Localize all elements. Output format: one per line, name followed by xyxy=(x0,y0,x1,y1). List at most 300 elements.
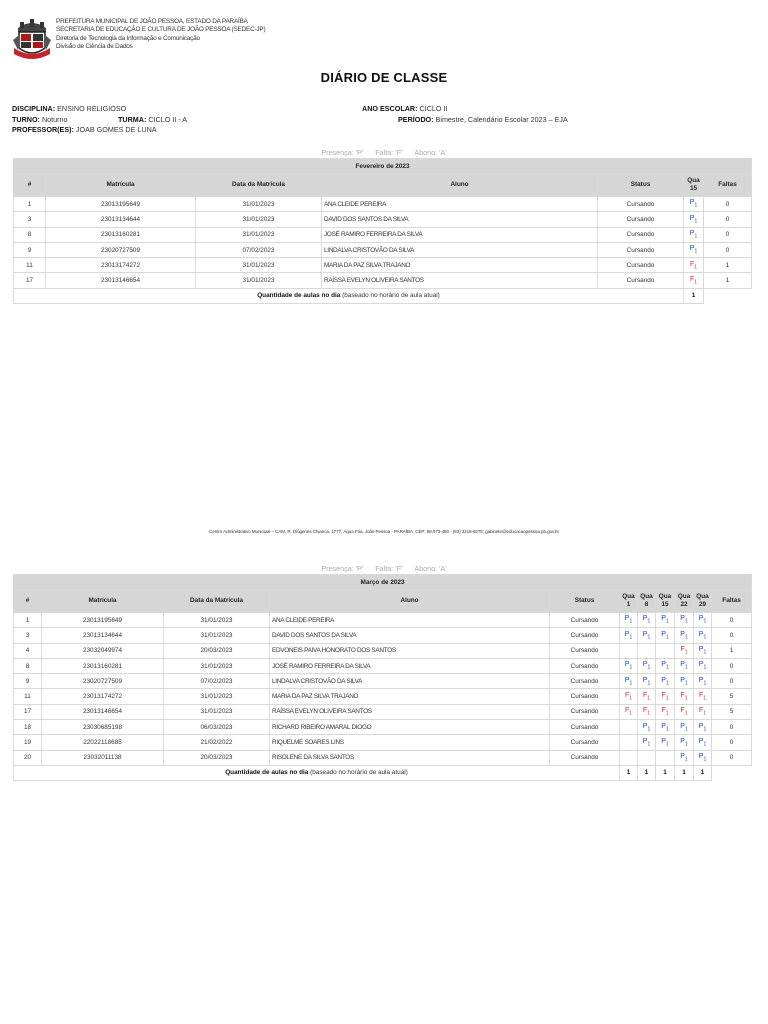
row-aluno: RISOLENE DA SILVA SANTOS xyxy=(270,750,550,765)
legend-feb xyxy=(0,148,768,157)
row-data-matricula: 07/02/2023 xyxy=(164,674,270,689)
header-line-divisao: Divisão de Ciência de Dados xyxy=(56,43,133,51)
row-faltas: 0 xyxy=(712,658,752,673)
mark-count: 1 xyxy=(665,710,669,717)
presenca-mark xyxy=(680,676,688,687)
mark-count: 1 xyxy=(684,695,688,702)
row-matricula: 23013134644 xyxy=(42,628,164,643)
table-row xyxy=(14,750,752,765)
row-matricula: 23013160281 xyxy=(46,227,196,242)
mark-count: 1 xyxy=(694,264,698,271)
col-header-day xyxy=(638,590,656,613)
attendance-cell xyxy=(675,750,694,765)
table-row xyxy=(14,197,752,212)
row-aluno: MARIA DA PAZ SILVA TRAJANO xyxy=(270,689,550,704)
attendance-cell xyxy=(638,750,656,765)
mark-count: 1 xyxy=(703,695,707,702)
row-status: Cursando xyxy=(550,628,620,643)
row-status: Cursando xyxy=(598,258,684,273)
table-row xyxy=(14,643,752,658)
legend-presenca: Presença: 'P' xyxy=(321,564,364,573)
totals-label xyxy=(14,765,620,780)
day-of-week: Qua xyxy=(622,593,635,600)
table-row xyxy=(14,258,752,273)
row-aluno: RAÍSSA EVELYN OLIVEIRA SANTOS xyxy=(270,704,550,719)
row-status: Cursando xyxy=(550,689,620,704)
row-number: 3 xyxy=(14,212,46,227)
day-of-week: Qua xyxy=(687,177,700,184)
presenca-mark xyxy=(698,630,707,641)
attendance-cell xyxy=(694,704,712,719)
row-status: Cursando xyxy=(598,227,684,242)
row-matricula: 22022118685 xyxy=(42,735,164,750)
attendance-cell xyxy=(620,704,638,719)
table-row xyxy=(14,628,752,643)
mark-letter: P xyxy=(689,230,695,238)
row-faltas: 0 xyxy=(712,613,752,628)
row-matricula: 23013195649 xyxy=(42,613,164,628)
attendance-cell xyxy=(694,674,712,689)
presenca-mark xyxy=(698,737,707,748)
presenca-mark xyxy=(680,723,687,730)
presenca-mark xyxy=(699,723,706,730)
presenca-mark xyxy=(689,214,698,225)
totals-blank xyxy=(712,765,752,780)
mark-letter: P xyxy=(698,722,704,730)
attendance-cell xyxy=(675,658,694,673)
row-data-matricula: 31/01/2023 xyxy=(196,212,322,227)
presenca-mark xyxy=(642,737,651,748)
row-number: 17 xyxy=(14,273,46,288)
mark-count: 1 xyxy=(629,664,633,671)
table-row xyxy=(14,227,752,242)
attendance-cell xyxy=(656,689,675,704)
row-status: Cursando xyxy=(550,704,620,719)
legend-mar xyxy=(0,564,768,573)
row-status: Cursando xyxy=(598,212,684,227)
row-faltas: 0 xyxy=(704,197,752,212)
col-header-number: # xyxy=(14,590,42,613)
attendance-cell xyxy=(638,628,656,643)
attendance-cell xyxy=(638,704,656,719)
mark-count: 1 xyxy=(703,710,707,717)
presenca-mark xyxy=(661,737,669,748)
attendance-cell xyxy=(638,735,656,750)
mark-letter: P xyxy=(661,676,666,684)
mark-letter: F xyxy=(624,691,630,699)
col-header-day xyxy=(656,590,675,613)
meta-turma xyxy=(118,115,187,124)
row-number: 8 xyxy=(14,658,42,673)
totals-label-bold: Quantidade de aulas no dia xyxy=(225,769,309,777)
presenca-mark xyxy=(680,630,688,641)
attendance-cell xyxy=(656,643,675,658)
mark-count: 1 xyxy=(703,741,707,748)
coat-of-arms-logo xyxy=(12,18,52,62)
row-data-matricula: 20/03/2023 xyxy=(164,750,270,765)
month-header-row xyxy=(14,575,752,590)
presenca-mark xyxy=(680,615,688,625)
attendance-cell xyxy=(656,658,675,673)
presenca-mark xyxy=(661,676,669,687)
attendance-cell xyxy=(694,750,712,765)
mark-count: 1 xyxy=(684,680,688,687)
row-number: 18 xyxy=(14,720,42,735)
attendance-cell xyxy=(638,689,656,704)
mark-count: 1 xyxy=(684,634,688,641)
row-status: Cursando xyxy=(598,273,684,288)
falta-mark xyxy=(642,691,651,702)
mark-letter: P xyxy=(642,722,648,730)
mark-count: 1 xyxy=(694,279,698,286)
disciplina-label: DISCIPLINA: xyxy=(12,104,56,113)
row-aluno: EDVONEIS PAIVA HONORATO DOS SANTOS xyxy=(270,643,550,658)
row-data-matricula: 31/01/2023 xyxy=(196,227,322,242)
mark-letter: P xyxy=(661,737,666,745)
row-aluno: LINDALVA CRISTOVÃO DA SILVA xyxy=(322,242,598,257)
row-data-matricula: 07/02/2023 xyxy=(196,242,322,257)
row-aluno: ANA CLEIDE PEREIRA xyxy=(270,613,550,628)
mark-letter: F xyxy=(698,707,704,715)
document-header xyxy=(12,16,752,62)
attendance-cell xyxy=(656,750,675,765)
mark-count: 1 xyxy=(665,634,669,641)
table-row xyxy=(14,273,752,288)
attendance-cell xyxy=(694,720,712,735)
day-of-week: Qua xyxy=(677,593,691,600)
attendance-cell xyxy=(684,227,704,242)
row-number: 11 xyxy=(14,689,42,704)
table-row xyxy=(14,658,752,673)
mark-letter: P xyxy=(698,661,704,669)
col-header-day xyxy=(620,590,638,613)
attendance-cell xyxy=(684,242,704,257)
row-matricula: 23013195649 xyxy=(46,197,196,212)
mark-letter: P xyxy=(698,737,704,745)
totals-count: 1 xyxy=(638,765,656,780)
falta-mark xyxy=(689,260,698,271)
row-data-matricula: 31/01/2023 xyxy=(164,613,270,628)
row-faltas: 0 xyxy=(712,735,752,750)
mark-count: 1 xyxy=(665,618,669,625)
row-data-matricula: 31/01/2023 xyxy=(196,273,322,288)
attendance-cell xyxy=(620,750,638,765)
row-status: Cursando xyxy=(550,735,620,750)
mark-letter: P xyxy=(680,615,685,623)
column-header-row xyxy=(14,590,752,613)
row-data-matricula: 31/01/2023 xyxy=(196,197,322,212)
mark-letter: P xyxy=(698,646,704,654)
attendance-cell xyxy=(675,720,694,735)
presenca-mark xyxy=(624,661,633,671)
header-line-prefeitura: PREFEITURA MUNICIPAL DE JOÃO PESSOA, ESTADO DA PARAÍBA xyxy=(56,18,248,25)
presenca-mark xyxy=(661,615,669,625)
legend-falta: Falta: 'F' xyxy=(375,148,403,157)
presenca-mark xyxy=(624,630,633,641)
mark-letter: F xyxy=(698,691,704,699)
row-matricula: 23013146654 xyxy=(46,273,196,288)
attendance-cell xyxy=(620,658,638,673)
presenca-mark xyxy=(680,737,688,748)
month-name: Março de 2023 xyxy=(14,575,752,590)
mark-count: 1 xyxy=(684,710,688,717)
meta-professor xyxy=(12,125,157,134)
totals-label-rest: (baseado no horário de aula atual) xyxy=(340,292,440,300)
row-matricula: 23020727509 xyxy=(46,242,196,257)
meta-periodo xyxy=(398,115,568,124)
mark-letter: P xyxy=(698,753,704,761)
attendance-cell xyxy=(694,628,712,643)
attendance-cell xyxy=(656,720,675,735)
presenca-mark xyxy=(680,753,688,763)
mark-count: 1 xyxy=(703,725,707,732)
mark-letter: F xyxy=(642,707,648,715)
mark-letter: F xyxy=(689,275,695,283)
meta-turno xyxy=(12,115,68,124)
attendance-cell xyxy=(694,658,712,673)
presenca-mark xyxy=(698,615,707,625)
row-data-matricula: 31/01/2023 xyxy=(164,658,270,673)
mark-count: 1 xyxy=(703,664,707,671)
ano-value: CICLO II xyxy=(419,104,448,113)
row-number: 1 xyxy=(14,613,42,628)
column-header-row xyxy=(14,174,752,197)
presenca-mark xyxy=(680,661,688,671)
falta-mark xyxy=(689,275,698,286)
header-line-diretoria: Diretoria de Tecnologia da Informação e Comunicação xyxy=(56,34,200,42)
row-data-matricula: 31/01/2023 xyxy=(164,704,270,719)
totals-count: 1 xyxy=(694,765,712,780)
mark-letter: F xyxy=(680,646,685,654)
row-matricula: 23032049974 xyxy=(42,643,164,658)
presenca-mark xyxy=(642,630,651,641)
col-header-aluno: Aluno xyxy=(270,590,550,613)
row-aluno: JOSÉ RAMIRO FERREIRA DA SILVA xyxy=(270,658,550,673)
row-status: Cursando xyxy=(598,242,684,257)
row-status: Cursando xyxy=(598,197,684,212)
attendance-cell xyxy=(656,628,675,643)
totals-row xyxy=(14,765,752,780)
periodo-value: Bimestre, Calendário Escolar 2023 – EJA xyxy=(435,115,568,124)
mark-letter: P xyxy=(642,737,648,745)
table-row xyxy=(14,704,752,719)
presenca-mark xyxy=(698,676,707,687)
mark-count: 1 xyxy=(629,680,633,687)
day-number: 29 xyxy=(698,601,707,608)
col-header-faltas: Faltas xyxy=(704,174,752,197)
mark-count: 1 xyxy=(647,680,651,687)
mark-letter: P xyxy=(624,661,630,669)
mark-count: 1 xyxy=(665,725,669,732)
col-header-aluno: Aluno xyxy=(322,174,598,197)
mark-count: 1 xyxy=(647,618,651,625)
attendance-cell xyxy=(620,735,638,750)
row-aluno: MARIA DA PAZ SILVA TRAJANO xyxy=(322,258,598,273)
mark-count: 1 xyxy=(703,649,707,656)
presenca-mark xyxy=(689,230,698,240)
row-data-matricula: 31/01/2023 xyxy=(196,258,322,273)
col-header-matricula: Matrícula xyxy=(42,590,164,613)
mark-letter: P xyxy=(698,676,704,684)
attendance-cell xyxy=(684,212,704,227)
table-row xyxy=(14,735,752,750)
mark-count: 1 xyxy=(665,664,669,671)
presenca-mark xyxy=(642,676,651,687)
mark-count: 1 xyxy=(703,680,707,687)
totals-count: 1 xyxy=(620,765,638,780)
row-aluno: JOSÉ RAMIRO FERREIRA DA SILVA xyxy=(322,227,598,242)
row-faltas: 1 xyxy=(704,258,752,273)
mark-letter: P xyxy=(661,722,666,730)
attendance-cell xyxy=(638,674,656,689)
row-status: Cursando xyxy=(550,613,620,628)
mark-letter: P xyxy=(624,676,630,684)
periodo-label: PERÍODO: xyxy=(398,115,434,124)
day-of-week: Qua xyxy=(640,593,653,600)
attendance-cell xyxy=(656,613,675,628)
mark-count: 1 xyxy=(647,741,651,748)
row-number: 9 xyxy=(14,674,42,689)
attendance-cell xyxy=(620,674,638,689)
mark-count: 1 xyxy=(647,710,651,717)
row-faltas: 1 xyxy=(712,643,752,658)
col-header-status: Status xyxy=(550,590,620,613)
attendance-cell xyxy=(675,674,694,689)
mark-count: 1 xyxy=(647,664,651,671)
mark-count: 1 xyxy=(684,725,688,732)
attendance-cell xyxy=(656,704,675,719)
mark-count: 1 xyxy=(647,695,651,702)
attendance-cell xyxy=(638,643,656,658)
mark-count: 1 xyxy=(694,218,698,225)
row-number: 8 xyxy=(14,227,46,242)
presenca-mark xyxy=(643,723,650,730)
row-data-matricula: 06/03/2023 xyxy=(164,720,270,735)
attendance-cell xyxy=(620,613,638,628)
mark-count: 1 xyxy=(694,248,698,255)
mark-count: 1 xyxy=(629,710,633,717)
day-number: 15 xyxy=(661,601,669,608)
row-aluno: DAVID DOS SANTOS DA SILVA xyxy=(322,212,598,227)
mark-count: 1 xyxy=(684,756,688,763)
mark-count: 1 xyxy=(684,649,688,656)
totals-label xyxy=(14,288,684,303)
row-number: 19 xyxy=(14,735,42,750)
legend-abono: Abono: 'A' xyxy=(414,564,447,573)
totals-label-bold: Quantidade de aulas no dia xyxy=(257,292,341,300)
meta-disciplina xyxy=(12,104,126,113)
attendance-cell xyxy=(675,689,694,704)
month-name: Fevereiro de 2023 xyxy=(14,159,752,174)
mark-letter: P xyxy=(624,615,630,623)
presenca-mark xyxy=(642,661,651,671)
presenca-mark xyxy=(661,661,669,671)
presenca-mark xyxy=(689,199,698,209)
row-matricula: 23013174272 xyxy=(46,258,196,273)
totals-label-rest: (baseado no horário de aula atual) xyxy=(308,769,408,777)
mark-letter: F xyxy=(661,707,666,715)
col-header-day xyxy=(675,590,694,613)
row-status: Cursando xyxy=(550,643,620,658)
attendance-cell xyxy=(675,704,694,719)
table-row xyxy=(14,212,752,227)
attendance-cell xyxy=(620,628,638,643)
mark-count: 1 xyxy=(665,695,669,702)
turma-label: TURMA: xyxy=(118,115,147,124)
row-matricula: 23013174272 xyxy=(42,689,164,704)
mark-letter: F xyxy=(689,260,695,268)
falta-mark xyxy=(698,691,707,702)
mark-count: 1 xyxy=(629,695,633,702)
row-number: 17 xyxy=(14,704,42,719)
mark-letter: P xyxy=(661,615,666,623)
totals-count: 1 xyxy=(656,765,675,780)
mark-count: 1 xyxy=(647,725,651,732)
col-header-matricula: Matrícula xyxy=(46,174,196,197)
attendance-cell xyxy=(684,258,704,273)
attendance-cell xyxy=(638,720,656,735)
row-number: 1 xyxy=(14,197,46,212)
attendance-table-february xyxy=(13,158,752,304)
attendance-cell xyxy=(620,720,638,735)
falta-mark xyxy=(624,691,633,702)
row-status: Cursando xyxy=(550,720,620,735)
mark-count: 1 xyxy=(694,202,698,209)
mark-letter: P xyxy=(680,630,685,638)
day-number: 8 xyxy=(644,601,649,608)
falta-mark xyxy=(680,691,688,702)
presenca-mark xyxy=(661,630,669,641)
attendance-table-march xyxy=(13,574,752,781)
header-text xyxy=(56,18,265,52)
presenca-mark xyxy=(624,676,633,687)
mark-letter: F xyxy=(680,691,685,699)
falta-mark xyxy=(680,707,688,717)
attendance-cell xyxy=(684,273,704,288)
day-of-week: Qua xyxy=(658,593,672,600)
row-data-matricula: 21/02/2022 xyxy=(164,735,270,750)
disciplina-value: ENSINO RELIGIOSO xyxy=(57,104,127,113)
mark-letter: P xyxy=(642,661,648,669)
turno-value: Noturno xyxy=(41,115,68,124)
mark-count: 1 xyxy=(665,741,669,748)
row-faltas: 0 xyxy=(704,212,752,227)
row-data-matricula: 31/01/2023 xyxy=(164,628,270,643)
row-faltas: 5 xyxy=(712,704,752,719)
mark-letter: P xyxy=(624,630,630,638)
legend-falta: Falta: 'F' xyxy=(375,564,403,573)
presenca-mark xyxy=(661,723,668,730)
mark-letter: P xyxy=(661,630,666,638)
attendance-cell xyxy=(694,613,712,628)
mark-letter: P xyxy=(661,661,666,669)
row-number: 3 xyxy=(14,628,42,643)
col-header-faltas: Faltas xyxy=(712,590,752,613)
totals-count: 1 xyxy=(675,765,694,780)
col-header-day xyxy=(684,174,704,197)
row-number: 9 xyxy=(14,242,46,257)
col-header-data-matricula: Data da Matrícula xyxy=(164,590,270,613)
row-status: Cursando xyxy=(550,674,620,689)
totals-blank xyxy=(704,288,752,303)
mark-count: 1 xyxy=(629,634,633,641)
row-matricula: 23020727509 xyxy=(42,674,164,689)
mark-letter: P xyxy=(642,630,648,638)
mark-letter: P xyxy=(689,199,695,207)
row-matricula: 23013160281 xyxy=(42,658,164,673)
mark-count: 1 xyxy=(703,756,707,763)
mark-letter: P xyxy=(680,753,685,761)
